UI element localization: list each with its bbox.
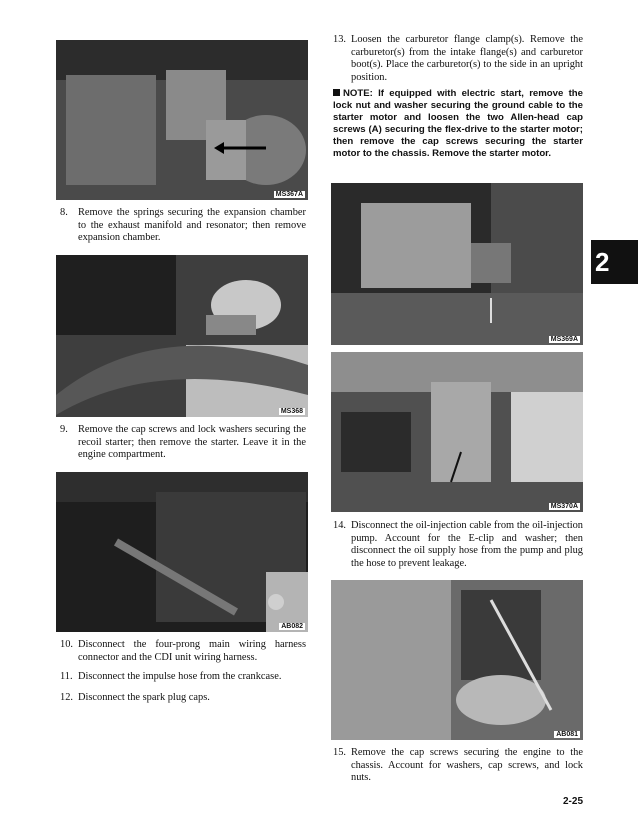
section-tab: 2 (591, 240, 638, 284)
figure-ms369a (331, 183, 583, 345)
step-text: Remove the springs securing the expansion chamber to the exhaust manifold and resonator; then remove expansion chamber. (78, 207, 306, 244)
step-text: Remove the cap screws securing the engine to the chassis. Account for washers, cap screws, and lock nuts. (351, 747, 583, 784)
step-number: 12. (60, 692, 73, 703)
figure-caption: AB082 (281, 623, 303, 630)
step-number: 13. (333, 34, 346, 45)
figure-ab081 (331, 580, 583, 740)
step-text: Loosen the carburetor flange clamp(s). Remove the carburetor(s) from the intake flange(s) and carburetor boot(s). Place the carburetor(s) to the side in an upright position. (351, 34, 583, 83)
step-number: 8. (60, 207, 68, 218)
starter-chassis-photo (331, 352, 583, 512)
figure-ms368 (56, 255, 308, 417)
step-number: 15. (333, 747, 346, 758)
step-10 (60, 639, 306, 664)
page-number: 2-25 (562, 796, 583, 807)
step-13 (333, 34, 583, 84)
step-9 (60, 424, 306, 462)
figure-ms367a (56, 40, 308, 200)
figure-caption: MS369A (550, 336, 578, 343)
step-text: Disconnect the spark plug caps. (78, 692, 210, 703)
note-bullet-icon (333, 89, 340, 96)
figure-ms370a (331, 352, 583, 512)
step-number: 14. (333, 520, 346, 531)
step-text: Disconnect the four-prong main wiring harness connector and the CDI unit wiring harness. (78, 639, 306, 663)
figure-caption: MS367A (275, 191, 303, 198)
oil-injection-pump-photo (331, 580, 583, 740)
step-number: 11. (60, 671, 73, 682)
recoil-starter-photo (56, 472, 308, 632)
step-text: Disconnect the impulse hose from the crankcase. (78, 671, 282, 682)
step-text: Remove the cap screws and lock washers securing the recoil starter; then remove the starter. Leave it in the engine compartment. (78, 424, 306, 461)
step-11 (60, 671, 306, 684)
figure-caption: MS370A (550, 503, 578, 510)
figure-caption: MS368 (280, 408, 303, 415)
electric-start-note (333, 88, 583, 159)
step-text: Disconnect the oil-injection cable from the oil-injection pump. Account for the E-clip and washer; then disconnect the oil supply hose from the pump and plug the hose to prevent leakage. (351, 520, 583, 569)
step-8 (60, 207, 306, 245)
note-text: NOTE: If equipped with electric start, remove the lock nut and washer securing the ground cable to the starter motor and loosen the two Allen-head cap screws (A) securing the flex-drive to the starter motor; then remove the cap screws securing the starter motor to the chassis. Remove the starter motor. (333, 88, 583, 159)
step-12 (60, 692, 306, 705)
step-15 (333, 747, 583, 785)
starter-motor-photo (331, 183, 583, 345)
step-14 (333, 520, 583, 570)
expansion-chamber-photo (56, 255, 308, 417)
engine-carburetor-photo (56, 40, 308, 200)
step-number: 9. (60, 424, 68, 435)
figure-ab082 (56, 472, 308, 632)
figure-caption: AB081 (556, 731, 578, 738)
step-number: 10. (60, 639, 73, 650)
